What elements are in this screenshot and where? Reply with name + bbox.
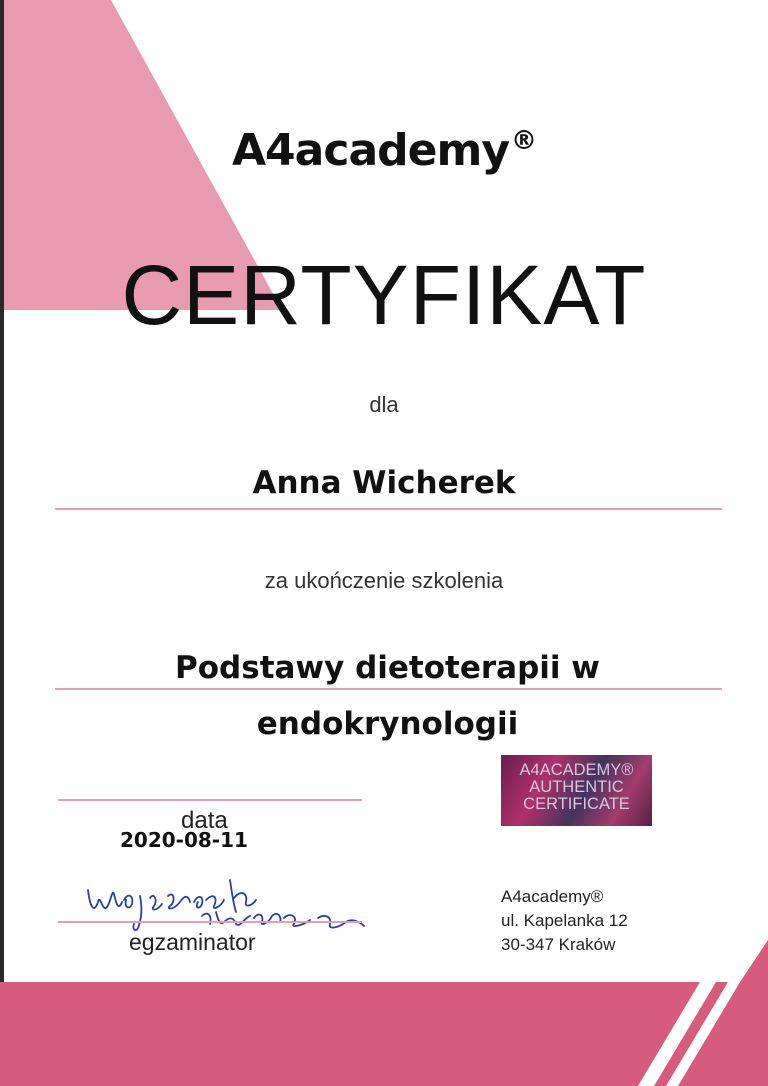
certificate-title: CERTYFIKAT <box>121 248 647 342</box>
registered-mark: ® <box>511 126 536 156</box>
date-value: 2020-08-11 <box>120 828 248 852</box>
brand-name: A4academy <box>232 125 509 176</box>
address-line-1: A4academy® <box>501 887 604 906</box>
examiner-label: egzaminator <box>129 929 256 955</box>
completion-label: za ukończenie szkolenia <box>264 568 504 593</box>
seal-line-1: A4ACADEMY® <box>519 761 634 779</box>
date-label: data <box>181 807 228 834</box>
address-line-2: ul. Kapelanka 12 <box>501 911 628 930</box>
for-label: dla <box>369 392 399 417</box>
course-title: Podstawy dietoterapii w endokrynologii <box>175 650 600 742</box>
address-line-3: 30-347 Kraków <box>501 935 616 954</box>
seal-line-3: CERTIFICATE <box>523 795 630 813</box>
seal-line-2: AUTHENTIC <box>529 778 624 796</box>
recipient-name: Anna Wicherek <box>252 465 516 501</box>
